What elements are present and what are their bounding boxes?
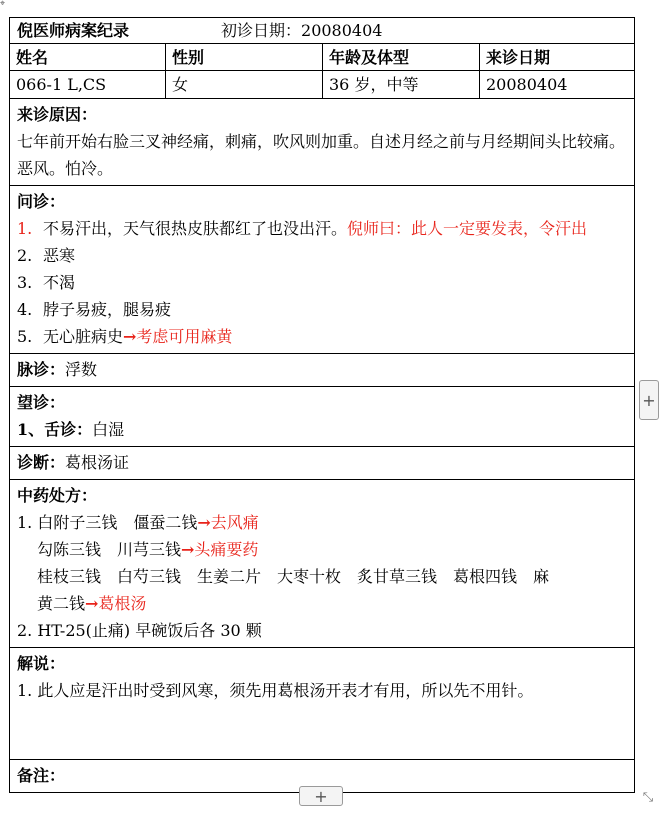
herb-note: 头痛要药 xyxy=(194,540,259,559)
diagnosis-section xyxy=(9,447,635,480)
arrow-right-icon: → xyxy=(197,513,211,532)
herb-note: 去风痛 xyxy=(210,513,259,532)
patient-info-grid xyxy=(9,44,635,99)
value-gender: 女 xyxy=(166,71,323,98)
resize-icon[interactable]: ⤡ xyxy=(642,789,654,805)
herbs-text: 勾陈三钱 川芎三钱 xyxy=(37,540,182,559)
record-title: 倪医师病案纪录 xyxy=(17,21,130,40)
case-record-table xyxy=(9,17,635,793)
pulse-heading: 脉诊： xyxy=(17,360,66,379)
inquiry-section xyxy=(9,186,635,354)
value-age-build: 36 岁，中等 xyxy=(323,71,480,98)
table-anchor-icon[interactable]: ⌖ xyxy=(0,0,6,9)
add-row-button[interactable]: + xyxy=(299,786,343,806)
prescription-line-4 xyxy=(17,590,627,617)
inquiry-note: 倪师曰：此人一定要发表，令汗出 xyxy=(347,219,588,238)
arrow-right-icon: → xyxy=(123,327,137,346)
list-number: 1. xyxy=(17,219,33,238)
reason-text: 七年前开始右脸三叉神经痛，刺痛，吹风则加重。自述月经之前与月经期间头比较痛。恶风。怕冷。 xyxy=(17,132,626,178)
pulse-text: 浮数 xyxy=(65,360,98,379)
diagnosis-text: 葛根汤证 xyxy=(65,453,130,472)
arrow-right-icon: → xyxy=(85,594,99,613)
inquiry-note: 考虑可用麻黄 xyxy=(136,327,233,346)
observation-section xyxy=(9,387,635,447)
observation-heading: 望诊： xyxy=(17,393,66,412)
herbs-text: 白附子三钱 僵蚕二钱 xyxy=(37,513,198,532)
inquiry-text: 脖子易疲，腿易疲 xyxy=(43,300,172,319)
list-item xyxy=(17,323,627,350)
list-number: 1. xyxy=(17,513,33,532)
prescription-line-3: 桂枝三钱 白芍三钱 生姜二片 大枣十枚 炙甘草三钱 葛根四钱 麻 xyxy=(37,567,550,586)
reason-section xyxy=(9,99,635,186)
herb-note: 葛根汤 xyxy=(98,594,147,613)
prescription-line-2 xyxy=(17,536,627,563)
prescription-section xyxy=(9,480,635,648)
remarks-heading: 备注： xyxy=(17,766,66,785)
inquiry-text: 不渴 xyxy=(43,273,76,292)
prescription-heading: 中药处方： xyxy=(17,486,98,505)
prescription-line-1 xyxy=(17,509,627,536)
header-gender: 性别 xyxy=(166,44,323,71)
list-number: 4. xyxy=(17,300,33,319)
tongue-text: 白湿 xyxy=(92,420,125,439)
inquiry-text: 不易汗出，天气很热皮肤都红了也没出汗。 xyxy=(43,219,348,238)
header-age-build: 年龄及体型 xyxy=(323,44,480,71)
list-number: 3. xyxy=(17,273,33,292)
inquiry-heading: 问诊： xyxy=(17,192,66,211)
explanation-text: 1. 此人应是汗出时受到风寒，须先用葛根汤开表才有用，所以先不用针。 xyxy=(17,681,534,700)
add-column-button[interactable]: + xyxy=(639,380,659,420)
value-visit-date: 20080404 xyxy=(486,75,568,94)
inquiry-text: 无心脏病史 xyxy=(43,327,124,346)
pulse-section xyxy=(9,354,635,387)
list-number: 2. xyxy=(17,246,33,265)
list-item xyxy=(17,296,627,323)
explanation-heading: 解说： xyxy=(17,654,66,673)
value-name: 066-1 L,CS xyxy=(10,71,166,98)
inquiry-list xyxy=(17,215,627,350)
inquiry-text: 恶寒 xyxy=(43,246,76,265)
list-item xyxy=(17,242,627,269)
list-number: 5. xyxy=(17,327,33,346)
record-header xyxy=(9,17,635,44)
list-item xyxy=(17,269,627,296)
first-visit-date: 初诊日期：20080404 xyxy=(221,21,383,40)
header-visit-date: 来诊日期 xyxy=(480,44,634,71)
header-name: 姓名 xyxy=(10,44,166,71)
reason-heading: 来诊原因： xyxy=(17,105,98,124)
diagnosis-heading: 诊断： xyxy=(17,453,66,472)
prescription-item-2: 2. HT-25(止痛) 早碗饭后各 30 颗 xyxy=(17,621,262,640)
tongue-heading: 1、舌诊： xyxy=(17,420,93,439)
explanation-section xyxy=(9,648,635,760)
arrow-right-icon: → xyxy=(181,540,195,559)
list-item xyxy=(17,215,627,242)
herbs-text: 黄二钱 xyxy=(37,594,86,613)
